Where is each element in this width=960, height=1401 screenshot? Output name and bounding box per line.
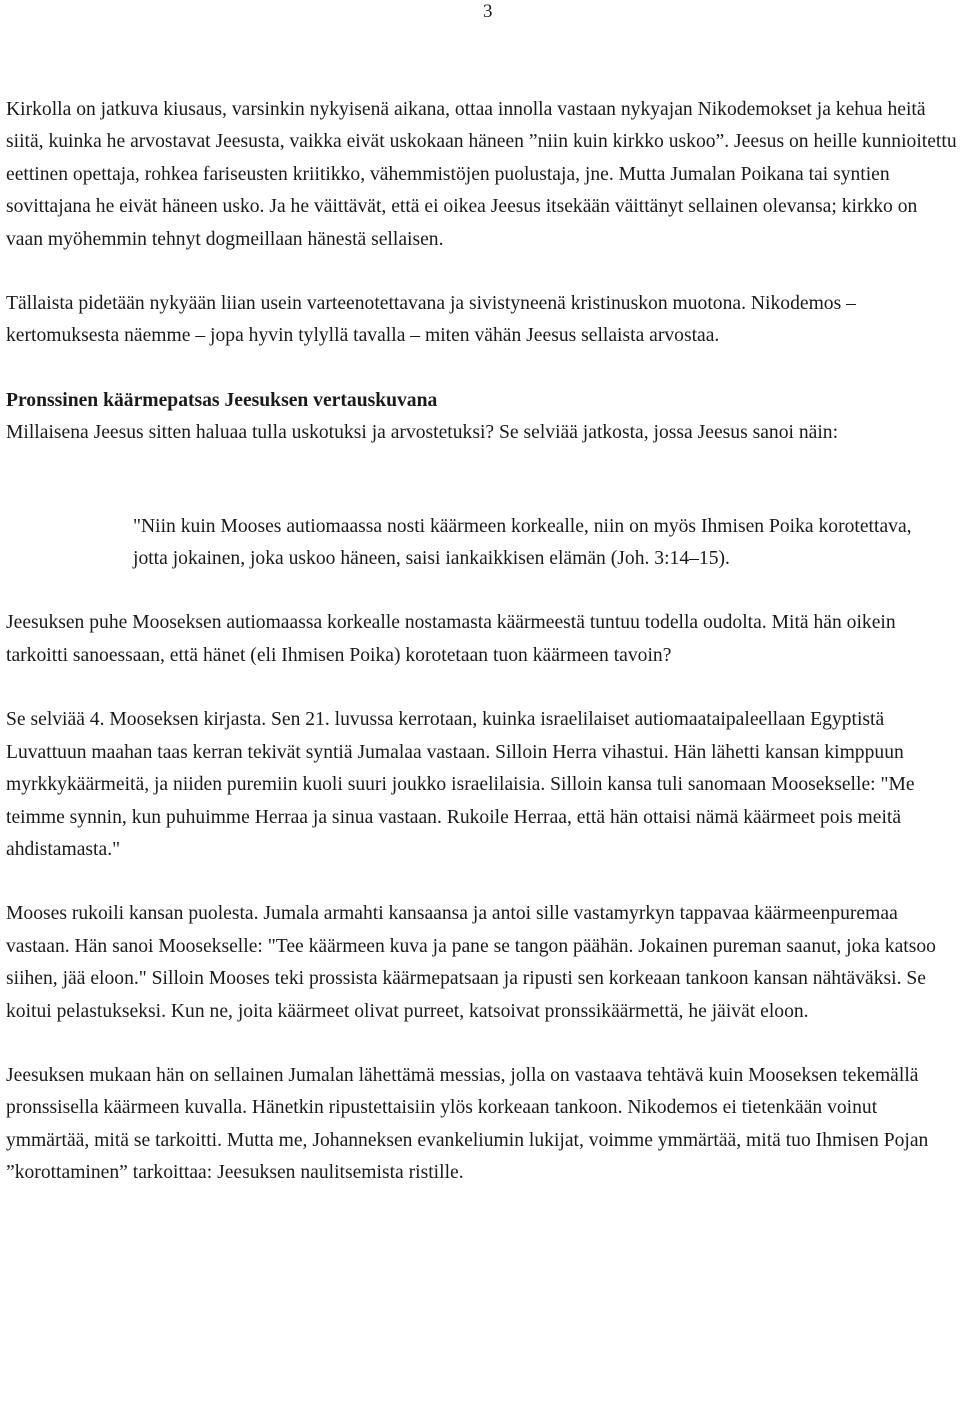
section-heading: Pronssinen käärmepatsas Jeesuksen vertauskuvana xyxy=(6,389,438,411)
document-body xyxy=(6,94,958,1190)
paragraph-2: Tällaista pidetään nykyään liian usein varteenotettavana ja sivistyneenä kristinuskon muotona. Nikodemos –kertomuksesta näemme – jopa hyvin tylyllä tavalla – miten vähän Jeesus sellaista arvostaa. xyxy=(6,293,856,347)
paragraph-6: Mooses rukoili kansan puolesta. Jumala armahti kansaansa ja antoi sille vastamyrkyn tappavaa käärmeenpuremaa vastaan. Hän sanoi Moosekselle: "Tee käärmeen kuva ja pane se tangon päähän. Jokainen pureman saanut, joka katsoo siihen, jää eloon." Silloin Mooses teki prossista käärmepatsaan ja ripusti sen korkeaan tankoon kansan nähtäväksi. Se koitui pelastukseksi. Kun ne, joita käärmeet olivat purreet, katsoivat pronssikäärmettä, he jäivät eloon. xyxy=(6,903,936,1022)
paragraph-7: Jeesuksen mukaan hän on sellainen Jumalan lähettämä messias, jolla on vastaava tehtävä kuin Mooseksen tekemällä pronssisella käärmeen kuvalla. Hänetkin ripustettaisiin ylös korkeaan tankoon. Nikodemos ei tietenkään voinut ymmärtää, mitä se tarkoitti. Mutta me, Johanneksen evankeliumin lukijat, voimme ymmärtää, mitä tuo Ihmisen Pojan ”korottaminen” tarkoittaa: Jeesuksen naulitsemista ristille. xyxy=(6,1064,929,1184)
paragraph-5: Se selviää 4. Mooseksen kirjasta. Sen 21. luvussa kerrotaan, kuinka israelilaiset autiomaataipaleellaan Egyptistä Luvattuun maahan taas kerran tekivät syntiä Jumalaa vastaan. Silloin Herra vihastui. Hän lähetti kansan kimppuun myrkkykäärmeitä, ja niiden puremiin kuoli suuri joukko israelilaisia. Silloin kansa tuli sanomaan Moosekselle: "Me teimme synnin, kun puhuimme Herraa ja sinua vastaan. Rukoile Herraa, että hän ottaisi nämä käärmeet pois meitä ahdistamasta." xyxy=(6,709,915,860)
paragraph-1: Kirkolla on jatkuva kiusaus, varsinkin nykyisenä aikana, ottaa innolla vastaan nykyajan Nikodemokset ja kehua heitä siitä, kuinka he arvostavat Jeesusta, vaikka eivät uskokaan häneen ”niin kuin kirkko uskoo”. Jeesus on heille kunnioitettu eettinen opettaja, rohkea fariseusten kriitikko, vähemmistöjen puolustaja, jne. Mutta Jumalan Poikana tai syntien sovittajana he eivät häneen usko. Ja he väittävät, että ei oikea Jeesus itsekään väittänyt sellainen olevansa; kirkko on vaan myöhemmin tehnyt dogmeillaan hänestä sellaisen. xyxy=(6,99,957,250)
paragraph-4: Jeesuksen puhe Mooseksen autiomaassa korkealle nostamasta käärmeestä tuntuu todella oudolta. Mitä hän oikein tarkoitti sanoessaan, että hänet (eli Ihmisen Poika) korotetaan tuon käärmeen tavoin? xyxy=(6,612,896,666)
block-quote: "Niin kuin Mooses autiomaassa nosti käärmeen korkealle, niin on myös Ihmisen Poika korotettava, jotta jokainen, joka uskoo häneen, saisi iankaikkisen elämän (Joh. 3:14–15). xyxy=(133,515,912,570)
paragraph-3: Millaisena Jeesus sitten haluaa tulla uskotuksi ja arvostetuksi? Se selviää jatkosta, jossa Jeesus sanoi näin: xyxy=(6,422,839,444)
page-number: 3 xyxy=(483,1,493,22)
